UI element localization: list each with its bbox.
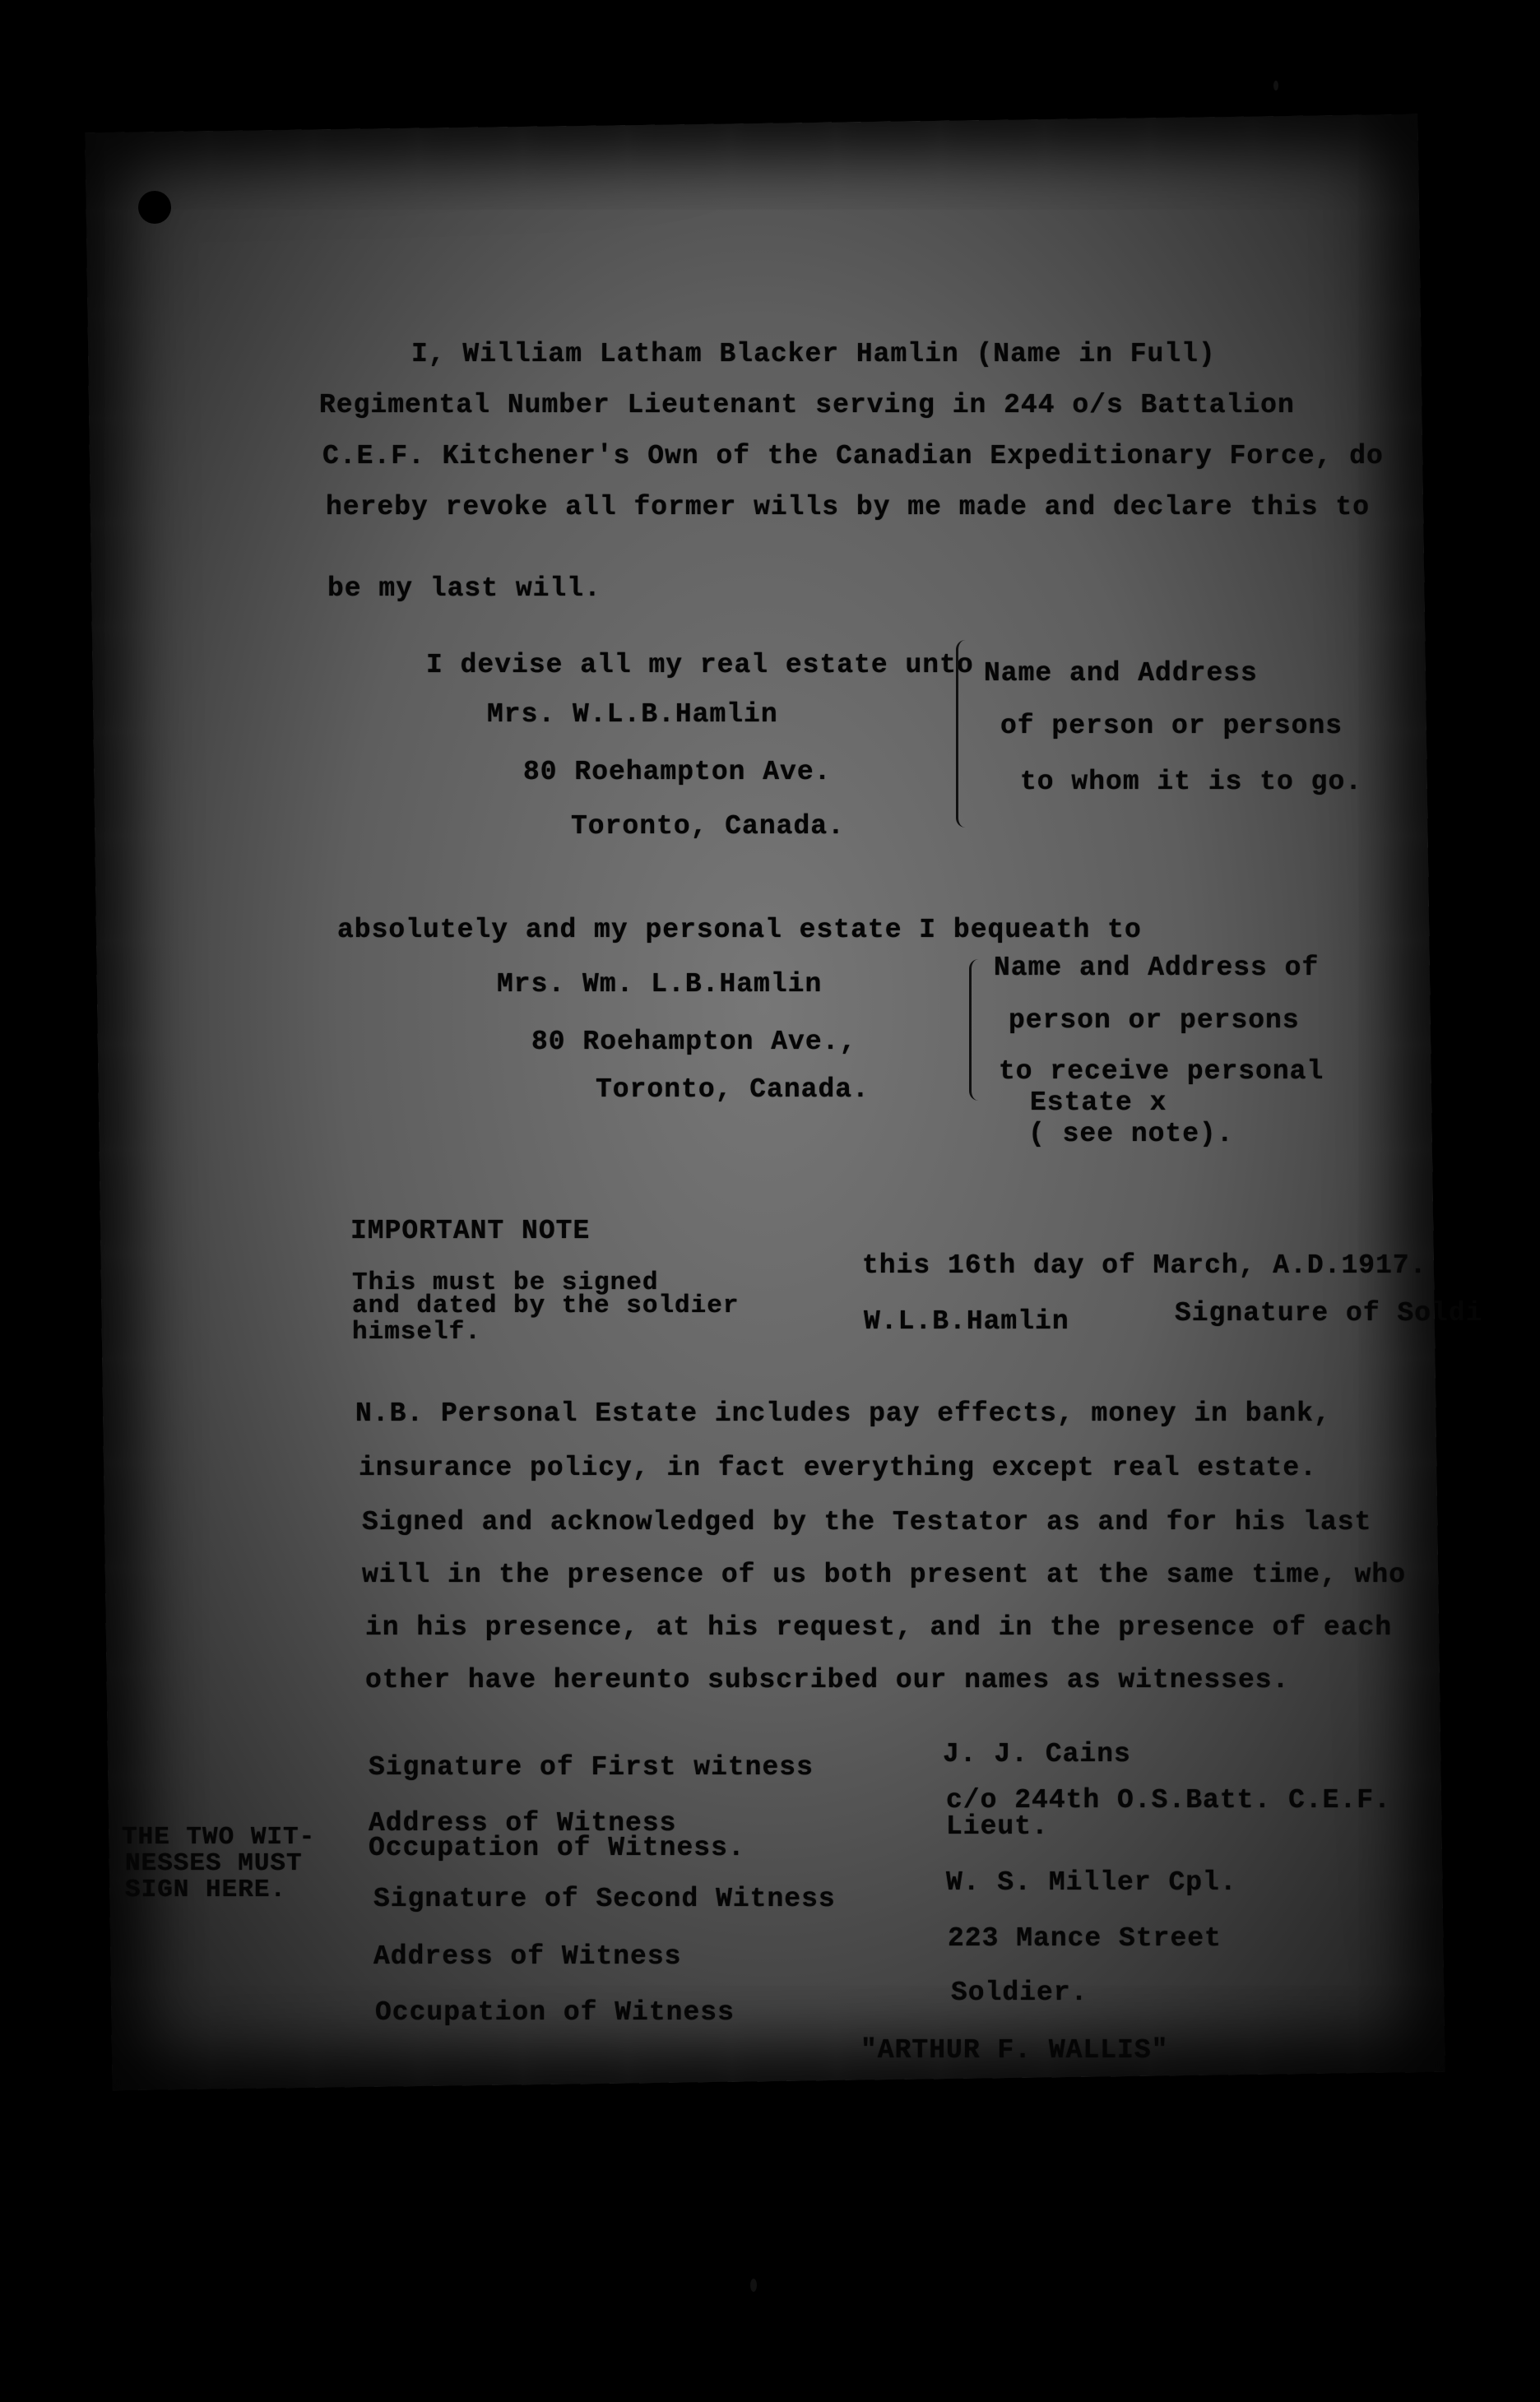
witness-label-first-occupation: Occupation of Witness.	[369, 1833, 745, 1863]
opening-line-1: I, William Latham Blacker Hamlin (Name in Full)	[411, 339, 1216, 369]
important-note-line-1: This must be signed	[352, 1268, 659, 1297]
personal-estate-brace	[969, 959, 988, 1101]
nb-line-1: N.B. Personal Estate includes pay effects, money in bank,	[355, 1398, 1331, 1429]
nb-line-3: Signed and acknowledged by the Testator as and for his last	[362, 1507, 1372, 1537]
witness-first-signature: J. J. Cains	[943, 1739, 1131, 1769]
witness-label-first-address: Address of Witness	[369, 1808, 677, 1839]
nb-line-5: in his presence, at his request, and in the presence of each	[365, 1612, 1393, 1643]
personal-estate-lead: absolutely and my personal estate I bequeath to	[337, 915, 1142, 945]
witness-second-occupation: Soldier.	[951, 1978, 1088, 2008]
margin-note-line-2: NESSES MUST	[125, 1849, 303, 1878]
nb-line-4: will in the presence of us both present at the same time, who	[362, 1560, 1406, 1590]
punch-hole	[138, 191, 171, 224]
nb-line-6: other have hereunto subscribed our names as witnesses.	[365, 1665, 1290, 1695]
personal-estate-note-1: Name and Address of	[994, 953, 1320, 983]
personal-estate-note-3: to receive personal	[999, 1056, 1324, 1087]
witness-label-second-occupation: Occupation of Witness	[375, 1997, 735, 2028]
personal-estate-line-3: Toronto, Canada.	[596, 1074, 870, 1105]
personal-estate-line-2: 80 Roehampton Ave.,	[531, 1027, 857, 1057]
important-note-heading: IMPORTANT NOTE	[350, 1216, 591, 1246]
footer-name: "ARTHUR F. WALLIS"	[860, 2035, 1169, 2066]
soldier-signature: W.L.B.Hamlin	[864, 1306, 1069, 1337]
margin-note-line-1: THE TWO WIT-	[122, 1823, 316, 1852]
witness-label-first-signature: Signature of First witness	[369, 1752, 814, 1783]
soldier-signature-label: Signature of Soldi	[1175, 1298, 1483, 1329]
real-estate-line-2: Mrs. W.L.B.Hamlin	[487, 699, 778, 730]
witness-first-occupation: Lieut.	[946, 1811, 1049, 1842]
witness-second-signature: W. S. Miller Cpl.	[946, 1867, 1237, 1898]
speck	[750, 2279, 757, 2292]
speck	[1273, 81, 1278, 90]
real-estate-line-4: Toronto, Canada.	[571, 811, 845, 842]
personal-estate-note-4: Estate x	[1030, 1087, 1167, 1118]
personal-estate-note-5: ( see note).	[1028, 1119, 1234, 1149]
opening-line-2: Regimental Number Lieutenant serving in 244 o/s Battalion	[319, 390, 1295, 420]
real-estate-brace	[956, 640, 975, 828]
witness-first-address: c/o 244th O.S.Batt. C.E.F.	[946, 1785, 1391, 1815]
personal-estate-note-2: person or persons	[1009, 1005, 1300, 1036]
real-estate-note-2: of person or persons	[1000, 711, 1343, 741]
personal-estate-line-1: Mrs. Wm. L.B.Hamlin	[497, 969, 823, 999]
important-note-line-3: himself.	[352, 1318, 481, 1347]
real-estate-note-1: Name and Address	[984, 658, 1258, 689]
important-note-line-2: and dated by the soldier	[352, 1291, 740, 1320]
witness-label-second-address: Address of Witness	[373, 1941, 682, 1972]
real-estate-line-1: I devise all my real estate unto	[426, 650, 974, 680]
margin-note-line-3: SIGN HERE.	[125, 1876, 287, 1904]
date-line: this 16th day of March, A.D.1917.	[862, 1250, 1427, 1281]
opening-line-3: C.E.F. Kitchener's Own of the Canadian Expeditionary Force, do	[322, 441, 1384, 471]
witness-second-address: 223 Mance Street	[948, 1923, 1222, 1954]
real-estate-line-3: 80 Roehampton Ave.	[523, 757, 832, 787]
opening-line-4: hereby revoke all former wills by me made and declare this to	[326, 492, 1370, 522]
real-estate-note-3: to whom it is to go.	[1020, 767, 1363, 797]
nb-line-2: insurance policy, in fact everything except real estate.	[359, 1453, 1317, 1483]
opening-line-5: be my last will.	[327, 573, 601, 604]
witness-label-second-signature: Signature of Second Witness	[373, 1884, 836, 1914]
